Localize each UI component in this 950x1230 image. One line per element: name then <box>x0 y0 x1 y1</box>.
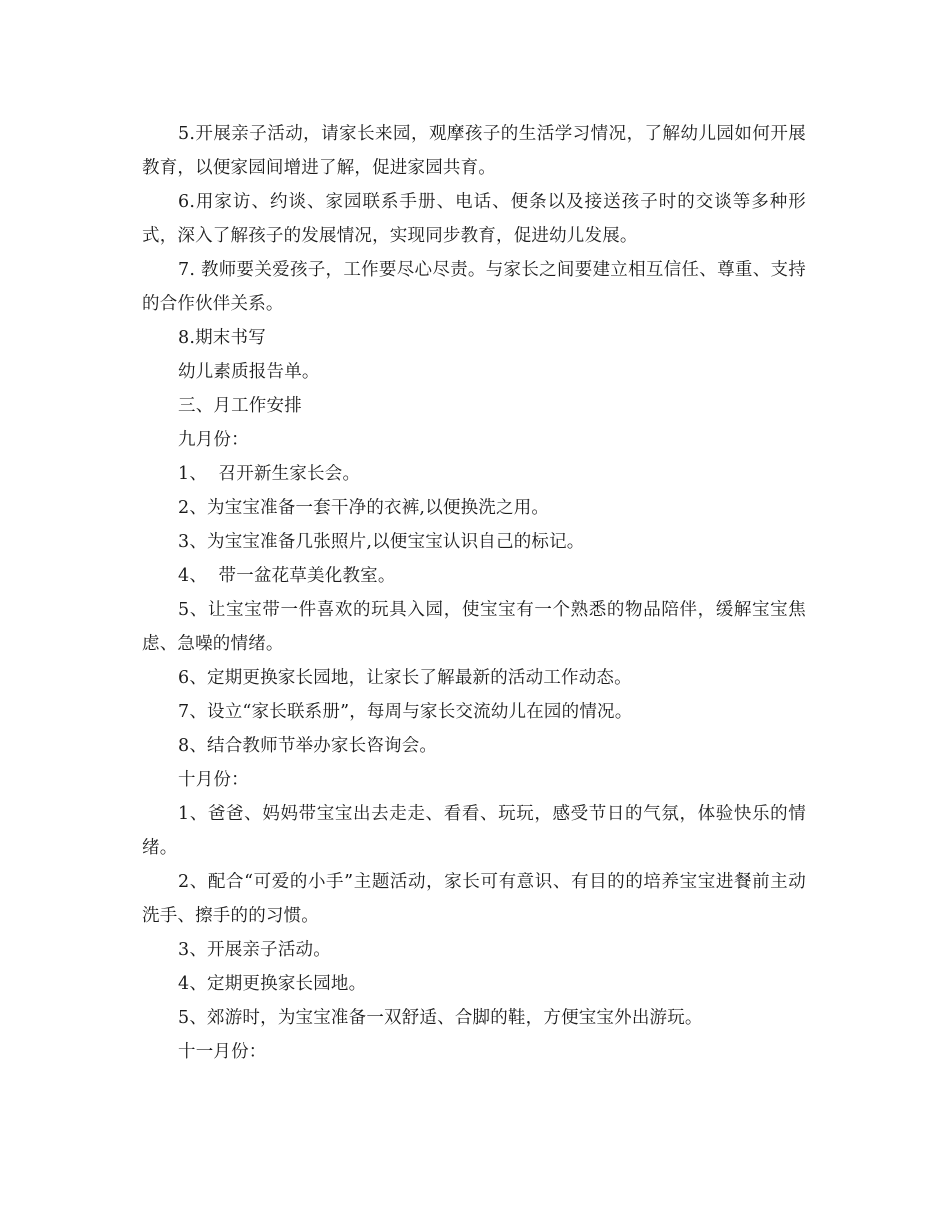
paragraph-item-5-parent-activity: 5.开展亲子活动，请家长来园，观摩孩子的生活学习情况，了解幼儿园如何开展教育，以便家园间增进了解，促进家园共育。 <box>142 124 806 178</box>
paragraph-item-8-term-end: 8.期末书写 <box>178 328 266 348</box>
paragraph-item-6-home-visits: 6.用家访、约谈、家园联系手册、电话、便条以及接送孩子时的交谈等多种形式，深入了解孩子的发展情况，实现同步教育，促进幼儿发展。 <box>142 192 806 246</box>
month-heading-october: 十月份： <box>178 770 249 790</box>
list-item: 5、让宝宝带一件喜欢的玩具入园，使宝宝有一个熟悉的物品陪伴，缓解宝宝焦虑、急噪的情绪。 <box>142 600 806 654</box>
list-item: 3、为宝宝准备几张照片,以便宝宝认识自己的标记。 <box>178 532 585 552</box>
list-item: 4、 带一盆花草美化教室。 <box>178 566 396 586</box>
list-item: 8、结合教师节举办家长咨询会。 <box>178 736 438 756</box>
paragraph-item-7-teacher-care: 7. 教师要关爱孩子，工作要尽心尽责。与家长之间要建立相互信任、尊重、支持的合作伙伴关系。 <box>142 260 806 314</box>
section-heading-monthly-plan: 三、月工作安排 <box>178 396 302 416</box>
list-item: 7、设立“家长联系册”，每周与家长交流幼儿在园的情况。 <box>178 702 633 722</box>
list-item: 1、爸爸、妈妈带宝宝出去走走、看看、玩玩，感受节日的气氛，体验快乐的情绪。 <box>142 804 806 858</box>
document-body <box>142 117 806 1069</box>
list-item: 1、 召开新生家长会。 <box>178 464 361 484</box>
list-item: 6、定期更换家长园地，让家长了解最新的活动工作动态。 <box>178 668 632 688</box>
list-item: 4、定期更换家长园地。 <box>178 974 367 994</box>
list-item: 2、配合“可爱的小手”主题活动，家长可有意识、有目的的培养宝宝进餐前主动洗手、擦手的的习惯。 <box>142 872 806 926</box>
list-item: 3、开展亲子活动。 <box>178 940 331 960</box>
list-item: 2、为宝宝准备一套干净的衣裤,以便换洗之用。 <box>178 498 550 518</box>
paragraph-report-card: 幼儿素质报告单。 <box>178 362 320 382</box>
month-heading-november: 十一月份： <box>178 1042 267 1062</box>
month-heading-september: 九月份： <box>178 430 249 450</box>
list-item: 5、郊游时，为宝宝准备一双舒适、合脚的鞋，方便宝宝外出游玩。 <box>178 1008 703 1028</box>
